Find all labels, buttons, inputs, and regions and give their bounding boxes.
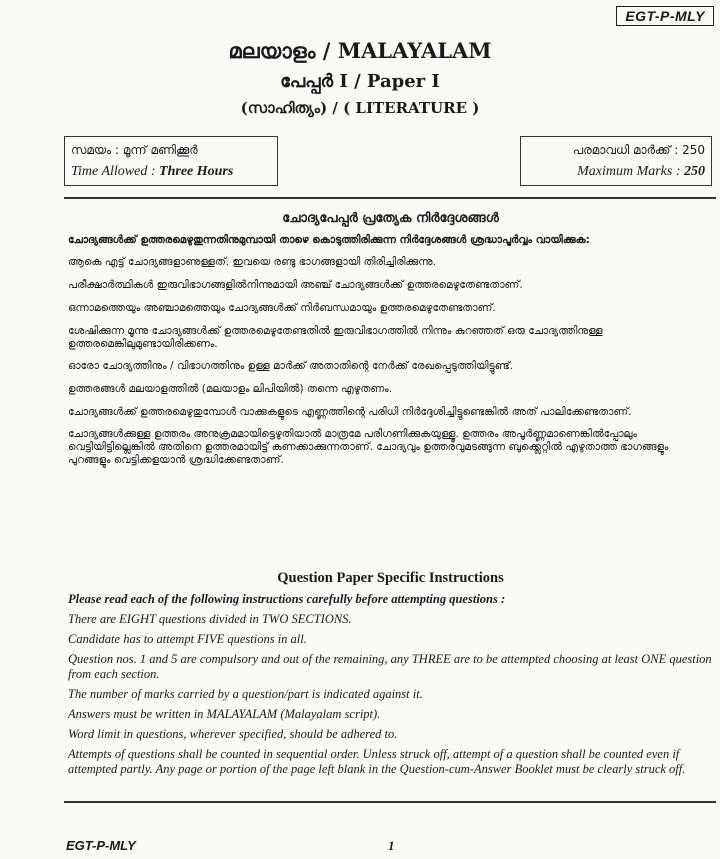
malayalam-instructions-heading: ചോദ്യപേപ്പർ പ്രത്യേക നിർദ്ദേശങ്ങൾ [282, 211, 499, 226]
time-allowed-mal: സമയം : മൂന്ന് മണിക്കൂർ [71, 143, 198, 157]
mal-instruction-item: ചോദ്യങ്ങൾക്ക് ഉത്തരമെഴുതുന്നതിനുമുമ്പായി താഴെ കൊടുത്തിരിക്കുന്ന നിർദ്ദേശങ്ങൾ ശ്രദ്ധാപൂർവ്വം വായിക്കുക: [68, 234, 590, 246]
eng-instruction-item: Word limit in questions, wherever specified, should be adhered to. [68, 727, 398, 741]
mal-instruction-item: ഒന്നാമത്തെയും അഞ്ചാമത്തെയും ചോദ്യങ്ങൾക്ക് നിർബന്ധമായും ഉത്തരമെഴുതേണ്ടതാണ്. [68, 302, 496, 314]
footer-paper-code: EGT-P-MLY [66, 838, 136, 853]
time-allowed-value: Three Hours [159, 164, 234, 179]
max-marks-label: Maximum Marks : [577, 164, 684, 179]
mal-instruction-item: ഉത്തരങ്ങൾ മലയാളത്തിൽ (മലയാളം ലിപിയിൽ) തന്നെ എഴുതണം. [68, 383, 393, 395]
mal-instruction-item: പരീക്ഷാർത്ഥികൾ ഇരുവിഭാഗങ്ങളിൽനിന്നുമായി അഞ്ച് ചോദ്യങ്ങൾക്ക് ഉത്തരമെഴുതേണ്ടതാണ്. [68, 279, 523, 291]
eng-instruction-item: The number of marks carried by a question/part is indicated against it. [68, 687, 423, 701]
english-instructions [68, 592, 713, 777]
paper-code-box: EGT-P-MLY [616, 6, 714, 26]
english-instructions-heading: Question Paper Specific Instructions [277, 570, 504, 586]
mal-instruction-item: ആകെ എട്ട് ചോദ്യങ്ങളാണുള്ളത്. ഇവയെ രണ്ടു ഭാഗങ്ങളായി തിരിച്ചിരിക്കുന്നു. [68, 256, 436, 268]
mal-instruction-item: ചോദ്യങ്ങൾക്ക് ഉത്തരമെഴുതുമ്പോൾ വാക്കുകളുടെ എണ്ണത്തിന്റെ പരിധി നിർദ്ദേശിച്ചിട്ടുണ്ടെങ്കിൽ അത് പാലിക്കേണ്ടതാണ്. [68, 406, 632, 418]
time-allowed-box [64, 136, 278, 186]
subject-title: മലയാളം / MALAYALAM [228, 38, 492, 63]
max-marks-eng [527, 161, 705, 183]
eng-instruction-item: Question nos. 1 and 5 are compulsory and out of the remaining, any THREE are to be attempted choosing at least ONE question from each section. [68, 652, 712, 681]
eng-instruction-lead: Please read each of the following instructions carefully before attempting questions : [68, 592, 506, 606]
max-marks-value: 250 [684, 164, 705, 179]
eng-instruction-item: Candidate has to attempt FIVE questions in all. [68, 632, 307, 646]
mal-instruction-item: ഓരോ ചോദ്യത്തിനും / വിഭാഗത്തിനും ഉള്ള മാർക്ക് അതാതിന്റെ നേർക്ക് രേഖപ്പെടുത്തിയിട്ടുണ്ട്. [68, 360, 514, 372]
eng-instruction-item: Answers must be written in MALAYALAM (Malayalam script). [68, 707, 381, 721]
eng-instruction-item: There are EIGHT questions divided in TWO SECTIONS. [68, 612, 352, 626]
time-allowed-label: Time Allowed : [71, 164, 160, 179]
bottom-divider [64, 801, 716, 803]
mal-instruction-item: ചോദ്യങ്ങൾക്കുള്ള ഉത്തരം അനുക്രമമായിട്ടെഴുതിയാൽ മാത്രമേ പരിഗണിക്കുകയുള്ളൂ. ഉത്തരം അപൂർണ്ണമാണെങ്കിൽപ്പോലും വെട്ടിയിട്ടില്ലെങ്കിൽ അതിനെ ഉത്തരമായിട്ട് കണക്കാക്കുന്നതാണ്. ചോദ്യവും ഉത്തരവുമടങ്ങുന്ന ബുക്ക്ലെറ്റിൽ എഴുതാത്ത ഭാഗങ്ങളും പുറങ്ങളും വെട്ടിക്കളയാൻ ശ്രദ്ധിക്കേണ്ടതാണ്. [68, 428, 669, 466]
time-allowed-eng [71, 161, 271, 183]
paper-subtitle: (സാഹിത്യം) / ( LITERATURE ) [240, 99, 480, 117]
top-divider [64, 197, 716, 199]
max-marks-box [520, 136, 712, 186]
eng-instruction-item: Attempts of questions shall be counted in sequential order. Unless struck off, attempt of a question shall be counted even if attempted partly. Any page or portion of the page left blank in the Question-cum-Answer Booklet must be clearly struck off. [68, 747, 686, 776]
mal-instruction-item: ശേഷിക്കുന്ന മൂന്നു ചോദ്യങ്ങൾക്ക് ഉത്തരമെഴുതേണ്ടതിൽ ഇരുവിഭാഗത്തിൽ നിന്നും കുറഞ്ഞത് ഒരു ചോദ്യത്തിനുള്ള ഉത്തരമെങ്കിലുമുണ്ടായിരിക്കണം. [68, 325, 603, 350]
page-number: 1 [388, 838, 395, 853]
paper-title: പേപ്പർ I / Paper I [280, 71, 440, 92]
max-marks-mal: പരമാവധി മാർക്ക് : 250 [572, 143, 705, 157]
malayalam-instructions [68, 212, 713, 467]
